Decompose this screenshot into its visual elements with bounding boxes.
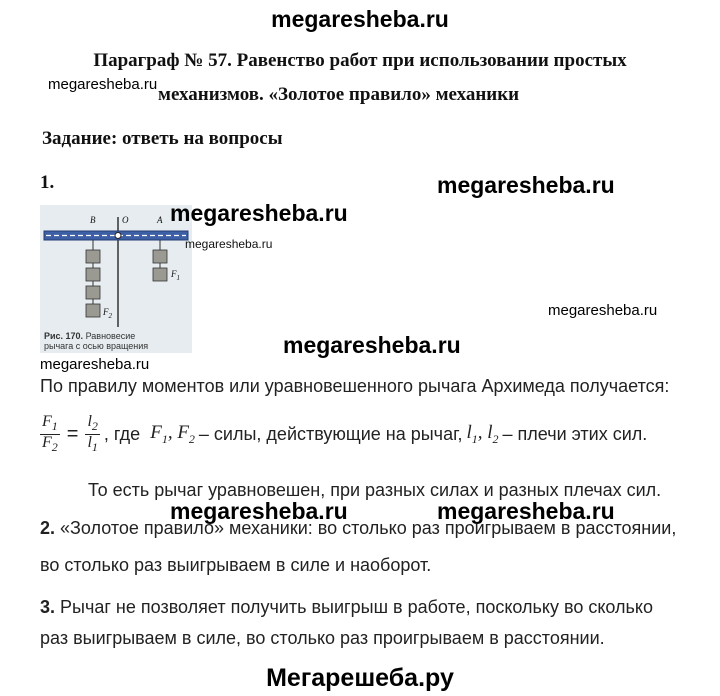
formula-text-where: , где xyxy=(103,424,141,445)
watermark-lower-left: megaresheba.ru xyxy=(170,498,348,524)
watermark-center-mid: megaresheba.ru xyxy=(283,332,461,358)
section-heading-line2: механизмов. «Золотое правило» механики xyxy=(158,84,520,105)
ratio-forces-num: $F_1$ xyxy=(42,413,58,434)
watermark-figure-small: megaresheba.ru xyxy=(185,237,273,251)
q1-intro: По правилу моментов или уравновешенного рычага Архимеда получается: xyxy=(40,376,670,396)
task-label: Задание: ответь на вопросы xyxy=(42,128,283,149)
lever-figure xyxy=(40,205,192,353)
formula-text-forces-desc: – силы, действующие на рычаг, xyxy=(198,424,463,445)
ratio-forces-den: $F_2$ xyxy=(42,434,58,455)
formula-text-arms-desc: – плечи этих сил. xyxy=(502,424,648,445)
figure-caption: Рис. 170. Равновесие рычага с осью вращения xyxy=(44,331,149,351)
section-heading-line1: Параграф № 57. Равенство работ при использовании простых xyxy=(93,50,627,71)
watermark-right-1: megaresheba.ru xyxy=(437,172,615,198)
lever-label-b: B xyxy=(90,215,96,225)
q2-line1: 2. «Золотое правило» механики: во столько раз проигрываем в расстоянии, xyxy=(40,518,677,538)
watermark-footer: Мегарешеба.ру xyxy=(266,664,454,692)
watermark-lower-right: megaresheba.ru xyxy=(437,498,615,524)
watermark-below-figure: megaresheba.ru xyxy=(40,356,150,373)
question-1-number: 1. xyxy=(40,172,55,193)
lever-label-o: O xyxy=(122,215,129,225)
ratio-arms-num: $l_2$ xyxy=(87,413,98,434)
q3-line1: 3. Рычаг не позволяет получить выигрыш в работе, поскольку во сколько xyxy=(40,597,654,617)
ratio-arms-den: $l_1$ xyxy=(87,434,98,455)
formula-arms: $l_1$, $l_2$ xyxy=(466,422,499,447)
q1-conclusion: То есть рычаг уравновешен, при разных силах и разных плечах сил. xyxy=(88,480,662,500)
watermark-left-small: megaresheba.ru xyxy=(48,76,158,93)
watermark-figure-over: megaresheba.ru xyxy=(170,200,348,226)
watermark-right-small: megaresheba.ru xyxy=(548,302,658,319)
watermark-top: megaresheba.ru xyxy=(271,6,449,32)
q3-line2: раз выигрываем в силе, во столько раз проигрываем в расстоянии. xyxy=(40,628,605,648)
formula-forces: $F_1$, $F_2$ xyxy=(150,422,195,447)
ratio-forces xyxy=(40,414,60,455)
q1-formula: $\frac{F_1}{F_2}$ = $\frac{l_2}{l_1}$ , где $F_1$, $F_2$ – силы, действующие на рычаг, $l_1$, $l_2$ – плечи этих сил. xyxy=(42,413,648,455)
ratio-arms xyxy=(85,414,99,455)
lever-label-f1: $F_1$ xyxy=(171,269,180,282)
lever-label-a: A xyxy=(157,215,163,225)
q2-line2: во столько раз выигрываем в силе и наоборот. xyxy=(40,555,432,575)
lever-label-f2: $F_2$ xyxy=(103,307,112,320)
